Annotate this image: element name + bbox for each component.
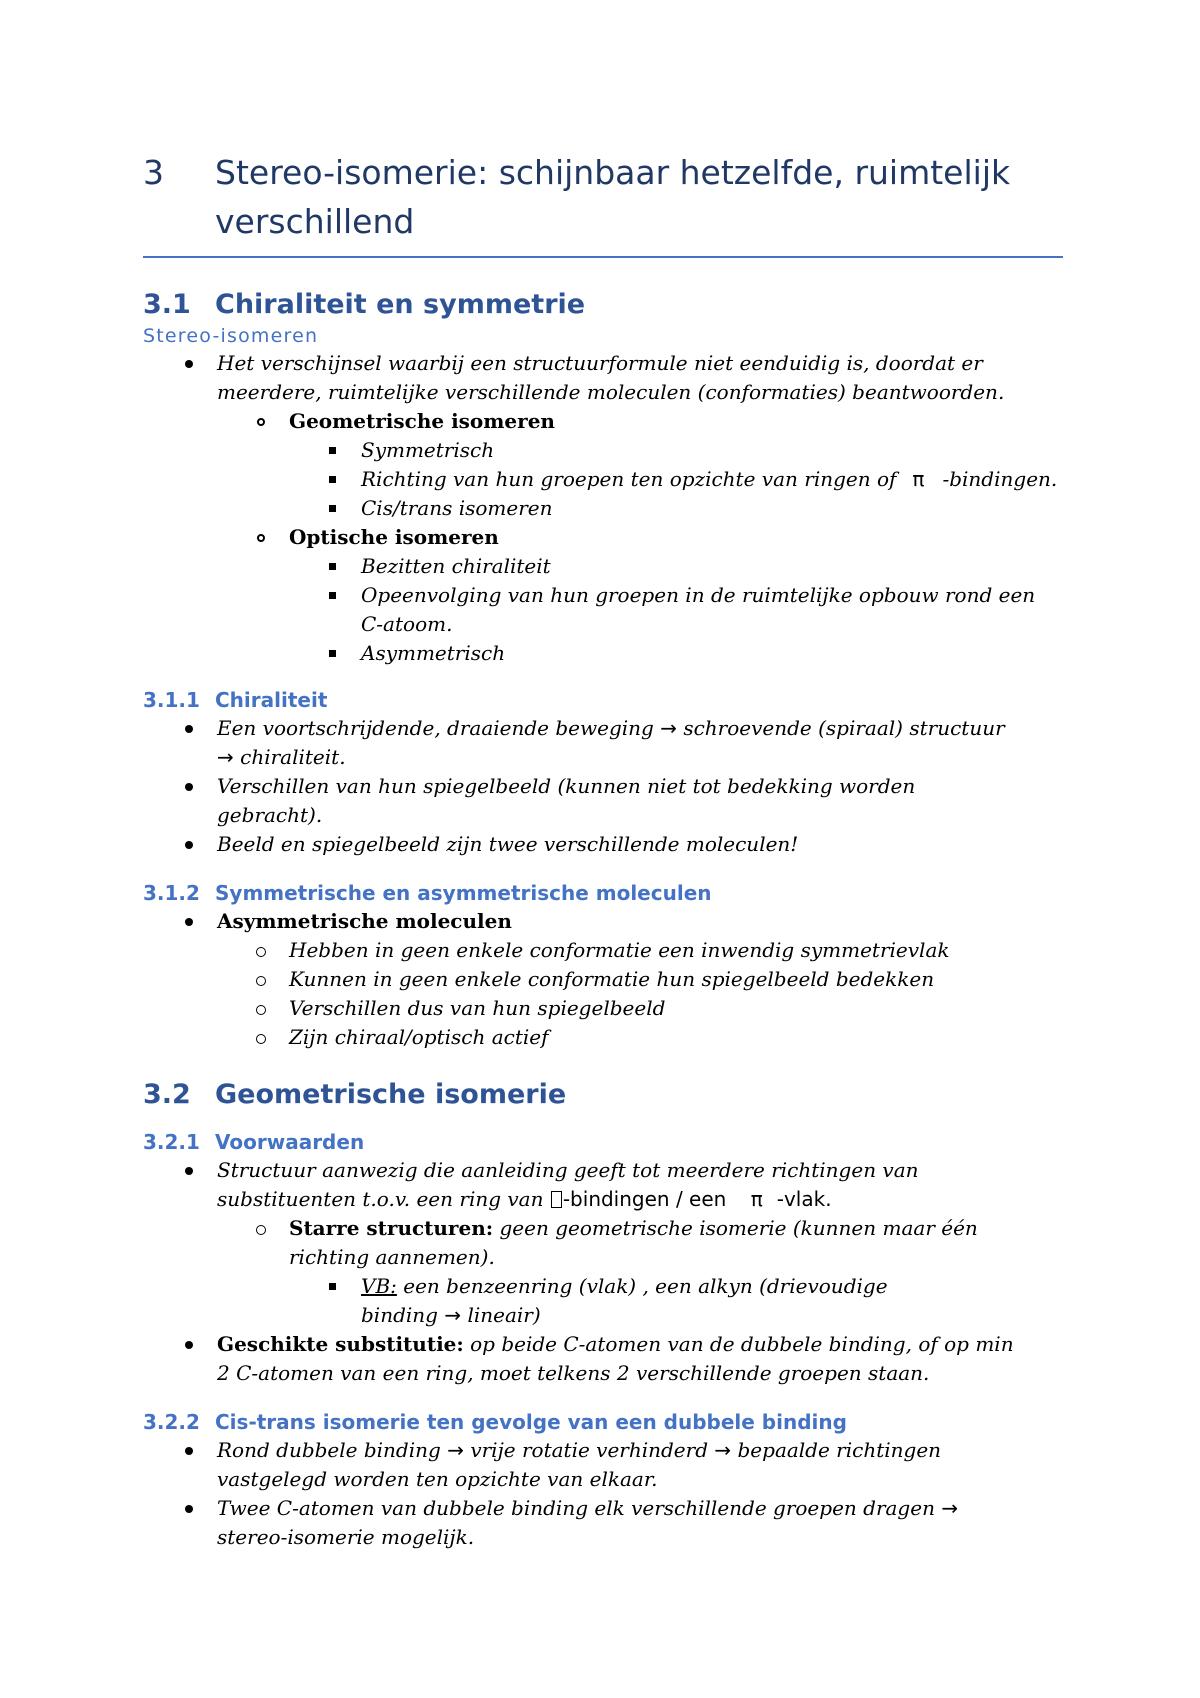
example-label: VB: <box>361 1274 397 1298</box>
list-item <box>143 1494 1033 1552</box>
list-item-text: Cis/trans isomeren <box>361 496 553 520</box>
document-content <box>143 148 1063 1552</box>
list-item <box>289 1023 1063 1052</box>
subtitle-stereo-isomeren: Stereo-isomeren <box>143 325 319 347</box>
list-item-text: Asymmetrisch <box>361 641 506 665</box>
list-item <box>289 965 1063 994</box>
list-item-text: Een voortschrijdende, draaiende beweging <box>217 716 654 740</box>
square-bullet-icon <box>329 563 336 570</box>
list-item <box>143 772 1023 830</box>
list-item <box>361 494 1063 523</box>
section-title: Symmetrische en asymmetrische moleculen <box>215 881 712 905</box>
list-item-text: Verschillen van hun spiegelbeeld (kunnen niet tot bedekking worden gebracht). <box>217 774 916 827</box>
section-title: Chiraliteit en symmetrie <box>215 289 586 320</box>
list-item-text: Twee C-atomen van dubbele binding elk verschillende groepen dragen <box>217 1496 935 1520</box>
heading-chapter-3 <box>143 148 1063 258</box>
list-item-text: schroevende (spiraal) structuur <box>683 716 1005 740</box>
missing-glyph-icon <box>551 1191 562 1208</box>
section-title: Cis-trans isomerie ten gevolge van een dubbele binding <box>215 1410 847 1434</box>
bullet-icon <box>185 1505 193 1513</box>
square-bullet-icon <box>329 650 336 657</box>
arrow-right-icon: → <box>217 745 234 769</box>
heading-section-3-1-1 <box>143 686 1063 714</box>
list-item <box>143 830 1023 859</box>
list-symmetrie <box>143 907 1063 1052</box>
list-item <box>143 1156 1023 1330</box>
circle-bullet-icon <box>257 534 265 542</box>
list-item-text: Hebben in geen enkele conformatie een inwendig symmetrievlak <box>289 938 950 962</box>
list-item-text: Verschillen dus van hun spiegelbeeld <box>289 996 666 1020</box>
section-title: Chiraliteit <box>215 688 328 712</box>
list-item-text: Structuur aanwezig die aanleiding geeft tot meerdere richtingen van substituenten t.o.v. een ring van <box>217 1158 919 1211</box>
bullet-icon <box>185 1447 193 1455</box>
section-number: 3.2.2 <box>143 1410 200 1434</box>
circle-bullet-icon <box>256 1005 266 1015</box>
section-number: 3.1 <box>143 289 191 320</box>
list-item <box>289 1214 1023 1330</box>
list-cis-trans <box>143 1436 1063 1552</box>
sublist <box>289 1272 1023 1330</box>
list-item <box>361 436 1063 465</box>
list-chiraliteit <box>143 714 1063 859</box>
list-item-text: Rond dubbele binding <box>217 1438 441 1462</box>
list-item-label: Geometrische isomeren <box>289 409 555 433</box>
list-item-label: Geschikte substitutie: <box>217 1332 464 1356</box>
list-item-text: -bindingen / een <box>562 1187 727 1211</box>
list-item <box>143 349 1063 668</box>
list-item-text: geen geometrische isomerie (kunnen maar één richting aannemen). <box>289 1216 978 1269</box>
list-item <box>143 714 1023 772</box>
section-number: 3.1.1 <box>143 688 200 712</box>
square-bullet-icon <box>329 476 336 483</box>
arrow-right-icon: → <box>447 1438 464 1462</box>
list-item <box>289 523 1063 668</box>
list-item <box>361 1272 963 1330</box>
arrow-right-icon: → <box>660 716 677 740</box>
section-number: 3.1.2 <box>143 881 200 905</box>
circle-bullet-icon <box>256 1225 266 1235</box>
list-item-text: -bindingen. <box>942 467 1058 491</box>
list-item-text: vrije rotatie verhinderd <box>470 1438 709 1462</box>
pi-symbol: π <box>912 467 925 491</box>
list-item <box>361 465 1063 494</box>
list-stereo-isomeren <box>143 349 1063 668</box>
bullet-icon <box>185 1341 193 1349</box>
list-item-label: Optische isomeren <box>289 525 499 549</box>
sublist <box>289 436 1063 523</box>
list-item <box>361 581 1063 639</box>
bullet-icon <box>185 360 193 368</box>
list-item <box>289 994 1063 1023</box>
list-item-text: bepaalde richtingen vastgelegd worden ten opzichte van elkaar. <box>217 1438 942 1491</box>
heading-title: Stereo-isomerie: schijnbaar hetzelfde, ruimtelijk verschillend <box>215 153 1011 241</box>
list-item <box>143 1330 1023 1388</box>
heading-section-3-1-2 <box>143 879 1063 907</box>
list-item-text: een benzeenring (vlak) , een alkyn (drievoudige binding <box>361 1274 888 1327</box>
square-bullet-icon <box>329 447 336 454</box>
square-bullet-icon <box>329 592 336 599</box>
list-item-text: lineair) <box>467 1303 541 1327</box>
bullet-icon <box>185 918 193 926</box>
arrow-right-icon: → <box>941 1496 959 1520</box>
list-item-text: Het verschijnsel waarbij een structuurformule niet eenduidig is, doordat er meerdere, ruimtelijke verschillende moleculen (conformaties) beantwoorden. <box>217 351 1005 404</box>
list-voorwaarden <box>143 1156 1063 1388</box>
list-item-text: stereo-isomerie mogelijk. <box>217 1525 475 1549</box>
list-item-text: chiraliteit. <box>240 745 346 769</box>
section-number: 3.2 <box>143 1079 191 1110</box>
square-bullet-icon <box>329 505 336 512</box>
sublist <box>217 407 1063 668</box>
sublist <box>289 552 1063 668</box>
section-title: Geometrische isomerie <box>215 1079 567 1110</box>
heading-section-3-2-2 <box>143 1408 1063 1436</box>
circle-bullet-icon <box>257 418 265 426</box>
list-item <box>143 907 1063 1052</box>
list-item-text: Bezitten chiraliteit <box>361 554 551 578</box>
bullet-icon <box>185 1167 193 1175</box>
list-item-text: Opeenvolging van hun groepen in de ruimtelijke opbouw rond een C-atoom. <box>361 583 1036 636</box>
list-item-label: Starre structuren: <box>289 1216 494 1240</box>
list-item-label: Asymmetrische moleculen <box>217 909 512 933</box>
list-item-text: op beide C-atomen van de dubbele binding, of op min 2 C-atomen van een ring, moet telkens 2 verschillende groepen staan. <box>217 1332 1014 1385</box>
list-item-text: Richting van hun groepen ten opzichte van ringen of <box>361 467 897 491</box>
list-item <box>289 407 1063 523</box>
list-item <box>143 1436 1033 1494</box>
heading-section-3-1 <box>143 288 1063 322</box>
arrow-right-icon: → <box>714 1438 732 1462</box>
list-item <box>361 552 1063 581</box>
list-item-text: Beeld en spiegelbeeld zijn twee verschillende moleculen! <box>217 832 799 856</box>
list-item <box>289 936 1063 965</box>
circle-bullet-icon <box>256 1034 266 1044</box>
list-item-text: Zijn chiraal/optisch actief <box>289 1025 549 1049</box>
list-item-text: Symmetrisch <box>361 438 495 462</box>
square-bullet-icon <box>329 1283 336 1290</box>
list-item <box>361 639 1063 668</box>
arrow-right-icon: → <box>444 1303 462 1327</box>
heading-number: 3 <box>143 153 164 192</box>
section-title: Voorwaarden <box>215 1130 365 1154</box>
bullet-icon <box>185 841 193 849</box>
circle-bullet-icon <box>256 976 266 986</box>
sublist <box>217 936 1063 1052</box>
list-item-text: -vlak. <box>776 1187 832 1211</box>
bullet-icon <box>185 725 193 733</box>
sublist <box>217 1214 1023 1330</box>
heading-section-3-2-1 <box>143 1128 1063 1156</box>
pi-symbol: π <box>750 1187 763 1211</box>
bullet-icon <box>185 783 193 791</box>
section-number: 3.2.1 <box>143 1130 200 1154</box>
list-item-text: Kunnen in geen enkele conformatie hun spiegelbeeld bedekken <box>289 967 935 991</box>
heading-section-3-2 <box>143 1078 1063 1112</box>
circle-bullet-icon <box>256 947 266 957</box>
